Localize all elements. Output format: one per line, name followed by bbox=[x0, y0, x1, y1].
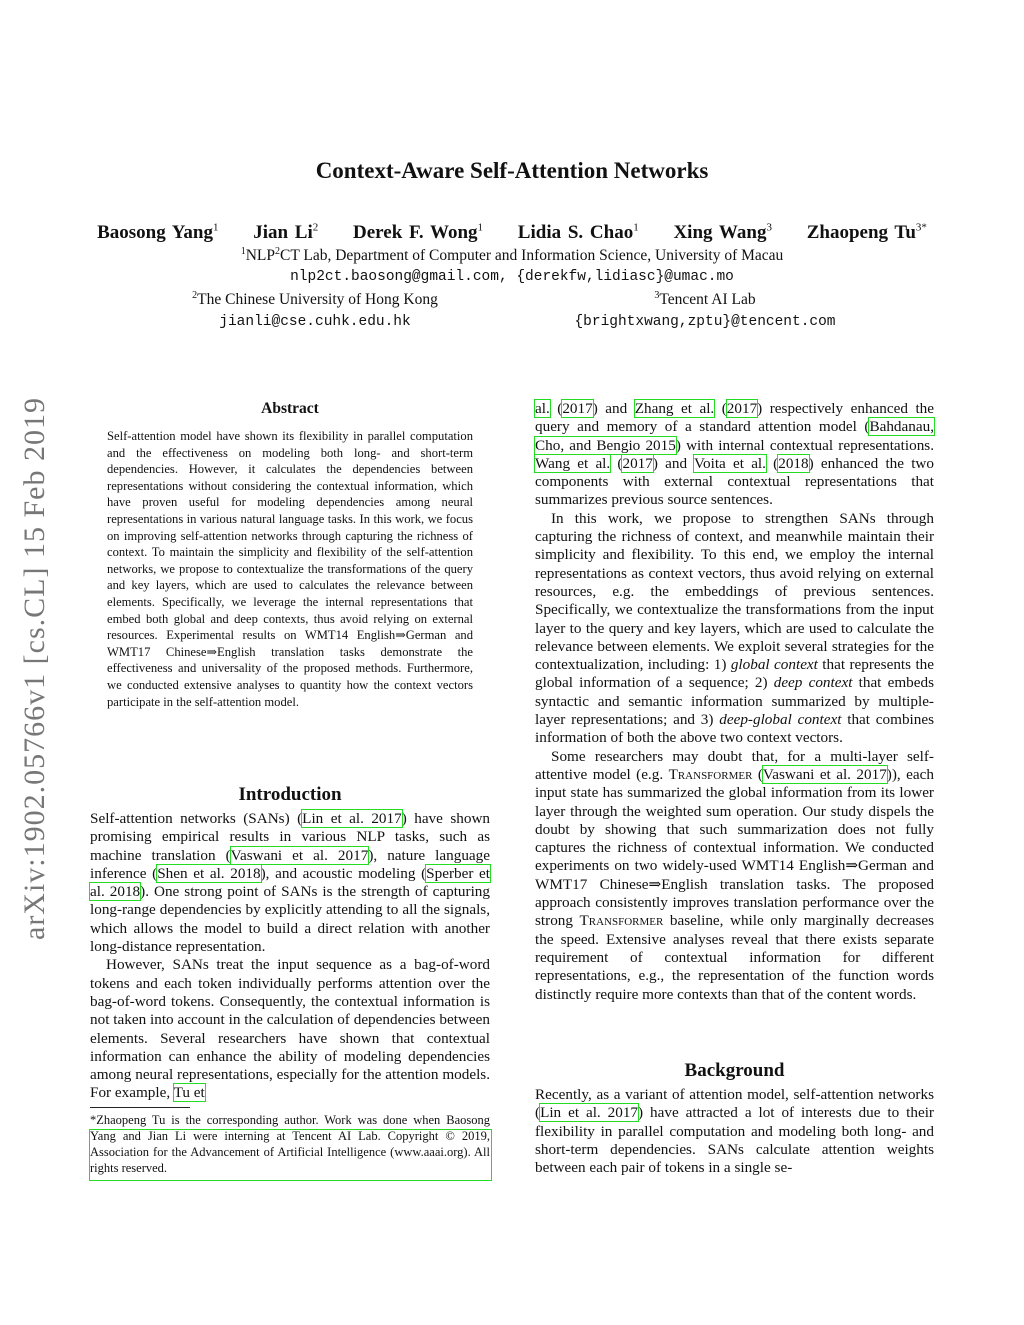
affiliation-2-email: jianli@cse.cuhk.edu.hk bbox=[219, 314, 411, 330]
author: Baosong Yang$^1$ bbox=[97, 222, 219, 244]
citation-link[interactable]: Zhang et al. bbox=[634, 400, 715, 417]
citation-link[interactable]: 2017 bbox=[726, 400, 758, 417]
citation-link[interactable]: 2017 bbox=[622, 454, 653, 472]
affiliation-2: $^2$The Chinese University of Hong Kong bbox=[192, 290, 438, 309]
abstract-text: Self-attention model have shown its flexibility in parallel computation and the effectiveness on modeling both long- and short-term dependencies. However, it calculates the dependencies between representations without considering the contextual information, which have proven useful for modeling dependencies among neural representations in various natural language tasks. In this work, we focus on improving self-attention networks through capturing the richness of context. To maintain the simplicity and flexibility of the self-attention networks, we propose to contextualize the transformations of the query and key layers, which are used to calculates the relevance between elements. Specifically, we leverage the internal representations that embed both global and deep contexts, thus avoid relying on external resources. Experimental results on WMT14 English⇒German and WMT17 Chinese⇒English translation tasks demonstrate the effectiveness and universality of the proposed methods. Furthermore, we conducted extensive analyses to quantity how the context vectors participate in the self-attention model. bbox=[107, 429, 473, 709]
abstract-heading: Abstract bbox=[261, 400, 319, 417]
citation-link[interactable]: al. bbox=[535, 400, 550, 417]
affiliation-1-email: nlp2ct.baosong@gmail.com, {derekfw,lidiasc}@umac.mo bbox=[290, 269, 734, 285]
citation-link[interactable]: 2017 bbox=[562, 400, 593, 417]
arxiv-identifier: arXiv:1902.05766v1 [cs.CL] 15 Feb 2019 bbox=[18, 397, 51, 940]
citation-link[interactable]: Vaswani et al. 2017 bbox=[230, 846, 369, 864]
citation-link[interactable]: Tu et bbox=[173, 1084, 205, 1102]
citation-link[interactable]: Lin et al. 2017 bbox=[540, 1104, 639, 1122]
paragraph: Some researchers may doubt that, for a multi-layer self-attentive model (e.g. Transformer (Vaswani et al. 2017)), each input state has summarized the global information from its lower layer through the weighted sum operation. Our study dispels the doubt by showing that such summarization does not fully captures the richness of contextual information. We conducted experiments on two widely-used WMT14 English⇒German and WMT17 Chinese⇒English translation tasks. The proposed approach consistently improves translation performance over the strong Transformer baseline, while only marginally decreases the speed. Extensive analyses reveal that there exists separate requirement of contextual information for different representations, e.g., the representation of the function words distinctly require more contexts than that of the content words. bbox=[535, 747, 934, 1003]
right-column-body bbox=[535, 400, 934, 1004]
affiliation-1: $^1$NLP$^2$CT Lab, Department of Computer and Information Science, University of Macau bbox=[240, 246, 784, 265]
author: Derek F. Wong$^1$ bbox=[353, 222, 484, 244]
footnote-link-box[interactable] bbox=[89, 1129, 492, 1181]
affiliation-3-email: {brightxwang,zptu}@tencent.com bbox=[574, 314, 836, 330]
introduction-heading: Introduction bbox=[238, 784, 342, 805]
affiliation-3: $^3$Tencent AI Lab bbox=[654, 290, 756, 309]
citation-link[interactable]: 2018 bbox=[778, 454, 809, 472]
author-list bbox=[0, 222, 1024, 244]
paragraph: Self-attention networks (SANs) (Lin et al. 2017) have shown promising empirical results in various NLP tasks, such as machine translation (Vaswani et al. 2017), nature language inference (Shen et al. 2018), and acoustic modeling (Sperber et al. 2018). One strong point of SANs is the strength of capturing long-range dependencies by explicitly attending to all the signals, which allows the model to build a direct relation with another long-distance representation. bbox=[90, 810, 491, 956]
author: Jian Li$^2$ bbox=[253, 222, 319, 244]
citation-link[interactable]: Voita et al. bbox=[694, 454, 766, 472]
paragraph: al. (2017) and Zhang et al. (2017) respectively enhanced the query and memory of a standard attention model (Bahdanau, Cho, and Bengio 2015) with internal contextual representations. Wang et al. (2017) and Voita et al. (2018) enhanced the two components with external contextual representations that summarizes previous source sentences. bbox=[535, 400, 934, 509]
paragraph: In this work, we propose to strengthen SANs through capturing the richness of context, and meanwhile maintain their simplicity and flexibility. To this end, we employ the internal representations as context vectors, thus avoid relying on external resources, e.g. the embeddings of previous sentences. Specifically, we contextualize the transformations from the input layer to the query and key layers, which are used to calculate the relevance between elements. We exploit several strategies for the contextualization, including: 1) global context that represents the global information of a sequence; 2) deep context that embeds syntactic and semantic information summarized by multiple-layer representations; and 3) deep-global context that combines information of both the above two context vectors. bbox=[535, 509, 934, 747]
footnote-rule bbox=[90, 1107, 190, 1108]
citation-link[interactable]: Shen et al. 2018 bbox=[157, 864, 261, 882]
author: Zhaopeng $Tu^{3*}$ bbox=[806, 222, 927, 244]
background-body bbox=[535, 1086, 934, 1177]
citation-link[interactable]: Lin et al. 2017 bbox=[302, 810, 402, 827]
paragraph: Recently, as a variant of attention model, self-attention networks (Lin et al. 2017) have attracted a lot of interests due to their flexibility in parallel computation and modeling both long- and short-term dependencies. SANs calculate attention weights between each pair of tokens in a single se- bbox=[535, 1086, 934, 1177]
footnote: *Zhaopeng Tu is the corresponding author. Work was done when Baosong Yang and Jian Li were interning at Tencent AI Lab. Copyright © 2019, Association for the Advancement of Artificial Intelligence (www.aaai.org). All rights reserved. bbox=[90, 1113, 490, 1175]
paper-title: Context-Aware Self-Attention Networks bbox=[315, 158, 709, 183]
paragraph: However, SANs treat the input sequence as a bag-of-word tokens and each token individually performs attention over the bag-of-word tokens. Consequently, the contextual information is not taken into account in the calculation of dependencies between elements. Several researchers have shown that contextual information can enhance the ability of modeling dependencies among neural representations, especially for the attention models. For example, Tu et bbox=[90, 956, 490, 1102]
author: Xing Wang$^3$ bbox=[673, 222, 772, 244]
citation-link[interactable]: Vaswani et al. 2017 bbox=[762, 765, 887, 783]
background-heading: Background bbox=[684, 1060, 785, 1081]
citation-link[interactable]: Bahdanau, Cho, and Bengio 2015 bbox=[535, 418, 934, 454]
citation-link[interactable]: Sperber et al. 2018 bbox=[90, 864, 491, 901]
author: Lidia S. Chao$^1$ bbox=[517, 222, 639, 244]
introduction-body bbox=[90, 810, 490, 1103]
citation-link[interactable]: Wang et al. bbox=[535, 454, 611, 472]
